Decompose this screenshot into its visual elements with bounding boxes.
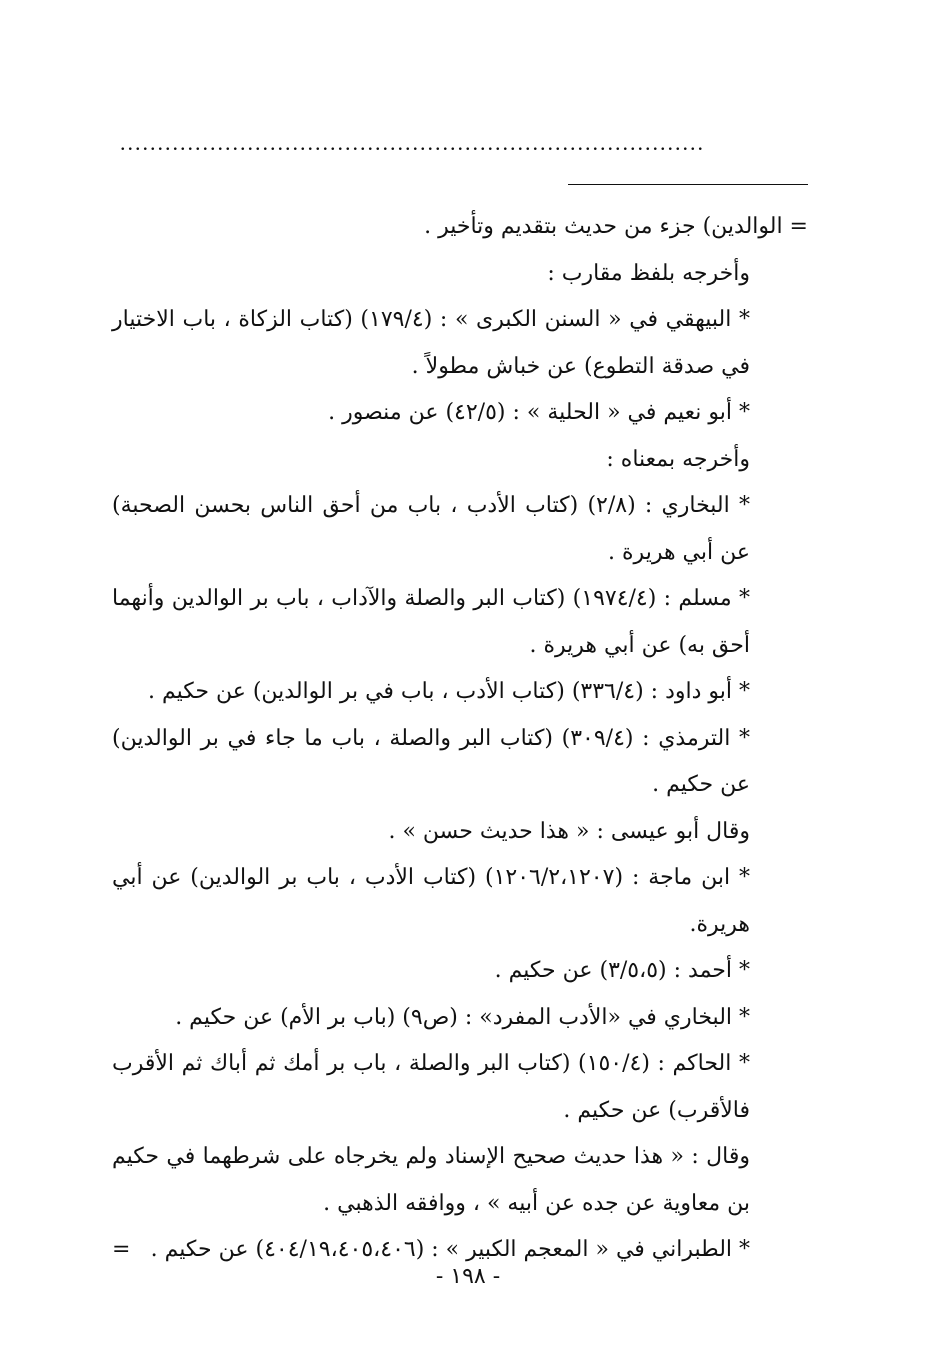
- footnote-entry: * البخاري : (٢/٨) (كتاب الأدب ، باب من أحق الناس بحسن الصحبة) عن أبي هريرة .: [112, 493, 750, 565]
- footnote-entry: * أبو داود : (٣٣٦/٤) (كتاب الأدب ، باب في بر الوالدين) عن حكيم .: [147, 679, 750, 704]
- footnote-entry: * الترمذي : (٣٠٩/٤) (كتاب البر والصلة ، باب ما جاء في بر الوالدين) عن حكيم .: [112, 725, 750, 797]
- footnote-entry: * الطبراني في « المعجم الكبير » : (٤٠٤/١٩،٤٠٥،٤٠٦) عن حكيم .: [150, 1237, 750, 1262]
- footnote-line: وأخرجه بلفظ مقارب :: [547, 260, 750, 286]
- footnote-line: = الوالدين) جزء من حديث بتقديم وتأخير .: [424, 214, 808, 239]
- footnote-body: [112, 204, 808, 1274]
- footnote-rule: [568, 184, 808, 185]
- footnote-quote: وقال أبو عيسى : « هذا حديث حسن » .: [388, 818, 750, 844]
- continuation-mark: =: [112, 1237, 131, 1262]
- section-separator-dots: ..............................................................................: [120, 132, 705, 154]
- footnote-entry: * أحمد : (٣/٥،٥) عن حكيم .: [494, 958, 750, 983]
- footnote-entry: * ابن ماجة : (١٢٠٦/٢،١٢٠٧) (كتاب الأدب ، باب بر الوالدين) عن أبي هريرة.: [112, 865, 750, 937]
- footnote-entry: * أبو نعيم في « الحلية » : (٤٢/٥) عن منصور .: [328, 400, 750, 425]
- footnote-entry: * مسلم : (١٩٧٤/٤) (كتاب البر والصلة والآداب ، باب بر الوالدين وأنهما أحق به) عن أبي هريرة .: [112, 586, 750, 658]
- page-number: - ١٩٨ -: [435, 1264, 501, 1289]
- footnote-entry: * البيهقي في « السنن الكبرى » : (١٧٩/٤) (كتاب الزكاة ، باب الاختيار في صدقة التطوع) عن خباش مطولاً .: [112, 307, 751, 379]
- footnote-entry: * الحاكم : (١٥٠/٤) (كتاب البر والصلة ، باب بر أمك ثم أباك ثم الأقرب فالأقرب) عن حكيم .: [112, 1051, 750, 1123]
- footnote-line: وأخرجه بمعناه :: [606, 446, 750, 472]
- footnote-quote: وقال : « هذا حديث صحيح الإسناد ولم يخرجاه على شرطهما في حكيم بن معاوية عن جده عن أبيه » ، ووافقه الذهبي .: [112, 1144, 750, 1216]
- footnote-entry: * البخاري في «الأدب المفرد» : (ص٩) (باب بر الأم) عن حكيم .: [175, 1004, 750, 1030]
